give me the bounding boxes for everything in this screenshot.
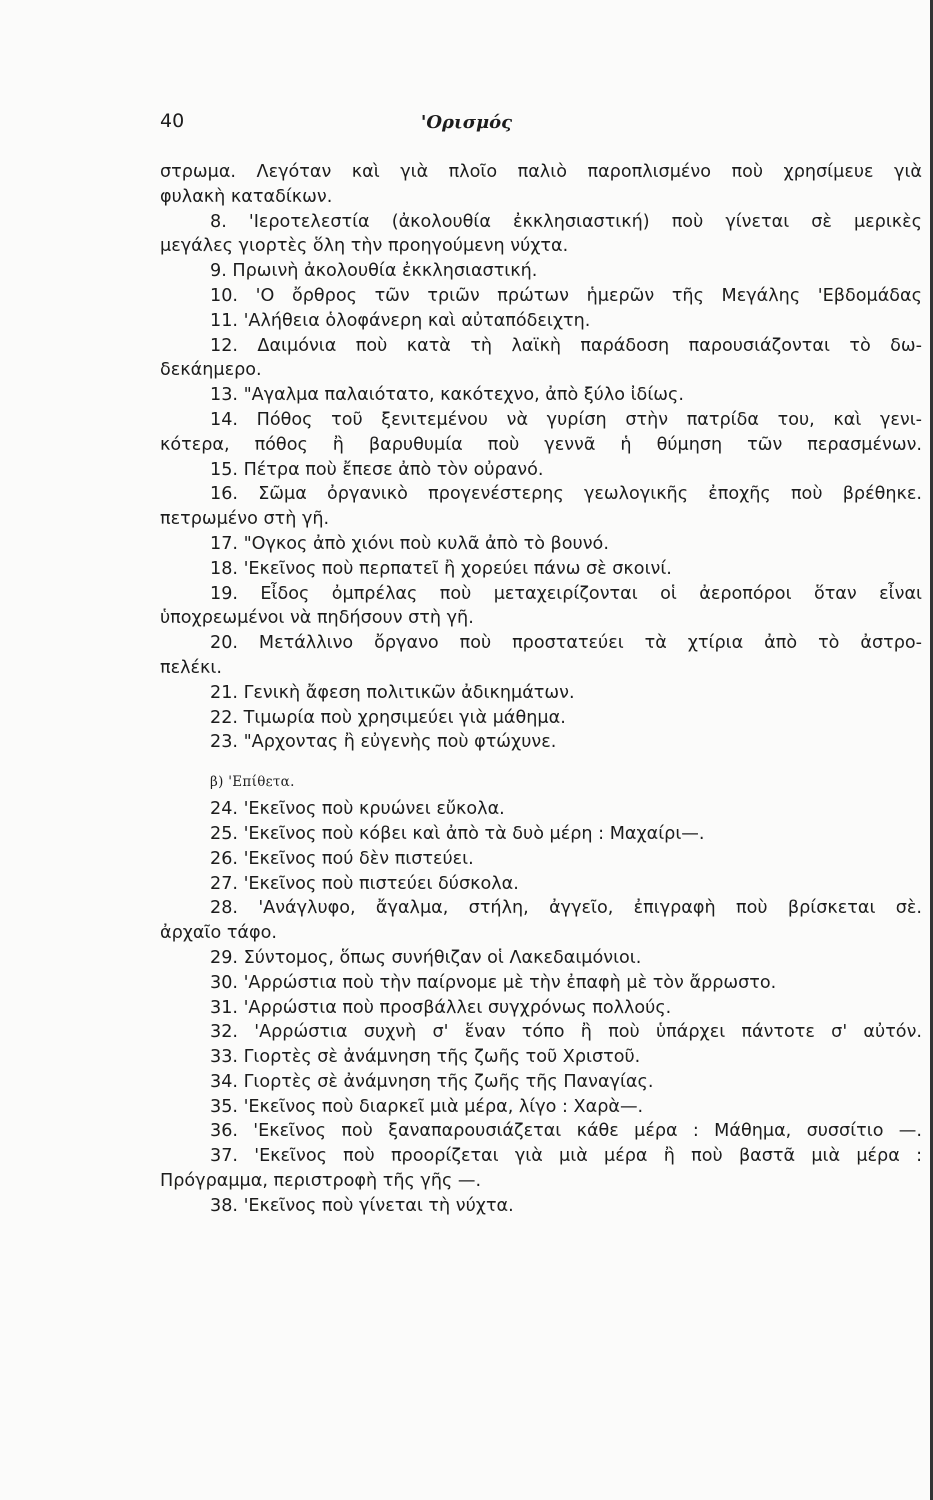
text-line: 33. Γιορτὲς σὲ ἀνάμνηση τῆς ζωῆς τοῦ Χριστοῦ.: [210, 1047, 641, 1068]
text-line: 38. 'Εκεῖνος ποὺ γίνεται τὴ νύχτα.: [210, 1195, 514, 1216]
text-line: 18. 'Εκεῖνος ποὺ περπατεῖ ἢ χορεύει πάνω σὲ σκοινί.: [210, 558, 672, 579]
text-line: πελέκι.: [160, 657, 222, 678]
text-line: δεκάημερο.: [160, 360, 262, 381]
text-line: 36. 'Εκεῖνος ποὺ ξαναπαρουσιάζεται κάθε μέρα : Μάθημα, συσσίτιο —.: [210, 1121, 922, 1142]
text-line: 21. Γενικὴ ἄφεση πολιτικῶν ἀδικημάτων.: [210, 682, 575, 703]
text-line: 12. Δαιμόνια ποὺ κατὰ τὴ λαϊκὴ παράδοση παρουσιάζονται τὸ δω-: [210, 335, 922, 356]
text-line: Πρόγραμμα, περιστροφὴ τῆς γῆς —.: [160, 1171, 482, 1192]
text-line: 14. Πόθος τοῦ ξενιτεμένου νὰ γυρίση στὴν πατρίδα του, καὶ γενι-: [210, 409, 922, 430]
section-subheading: β) 'Επίθετα.: [210, 774, 295, 791]
text-line: 35. 'Εκεῖνος ποὺ διαρκεῖ μιὰ μέρα, λίγο : Χαρὰ—.: [210, 1096, 644, 1117]
definitions-list-nouns: [160, 160, 922, 755]
text-line: 29. Σύντομος, ὅπως συνήθιζαν οἱ Λακεδαιμόνιοι.: [210, 947, 642, 968]
text-line: 31. 'Αρρώστια ποὺ προσβάλλει συγχρόνως πολλούς.: [210, 997, 672, 1018]
text-line: μεγάλες γιορτὲς ὅλη τὴν προηγούμενη νύχτα.: [160, 236, 569, 257]
text-line: 16. Σῶμα ὀργανικὸ προγενέστερης γεωλογικῆς ἐποχῆς ποὺ βρέθηκε.: [210, 484, 922, 505]
text-line: 20. Μετάλλινο ὄργανο ποὺ προστατεύει τὰ χτίρια ἀπὸ τὸ ἀστρο-: [210, 633, 922, 654]
text-line: 19. Εἶδος ὀμπρέλας ποὺ μεταχειρίζονται οἱ ἀεροπόροι ὅταν εἶναι: [210, 583, 922, 604]
text-line: 9. Πρωινὴ ἀκολουθία ἐκκλησιαστική.: [210, 261, 538, 282]
definitions-list-adjectives: [160, 797, 922, 1219]
running-title: 'Ορισμός: [420, 112, 513, 133]
text-line: 23. "Αρχοντας ἢ εὐγενὴς ποὺ φτώχυνε.: [210, 732, 557, 753]
text-line: 10. 'Ο ὄρθρος τῶν τριῶν πρώτων ἡμερῶν τῆς Μεγάλης 'Εβδομάδας: [210, 285, 922, 306]
text-line: 27. 'Εκεῖνος ποὺ πιστεύει δύσκολα.: [210, 873, 519, 894]
text-line: 8. 'Ιεροτελεστία (ἀκολουθία ἐκκλησιαστική) ποὺ γίνεται σὲ μερικὲς: [210, 211, 922, 232]
text-line: πετρωμένο στὴ γῆ.: [160, 509, 330, 530]
text-line: 34. Γιορτὲς σὲ ἀνάμνηση τῆς ζωῆς τῆς Παναγίας.: [210, 1071, 654, 1092]
text-line: 22. Τιμωρία ποὺ χρησιμεύει γιὰ μάθημα.: [210, 707, 566, 728]
text-line: 32. 'Αρρώστια συχνὴ σ' ἕναν τόπο ἢ ποὺ ὑπάρχει πάντοτε σ' αὐτόν.: [210, 1022, 922, 1043]
text-line: 25. 'Εκεῖνος ποὺ κόβει καὶ ἀπὸ τὰ δυὸ μέρη : Μαχαίρι—.: [210, 823, 705, 844]
text-line: 24. 'Εκεῖνος ποὺ κρυώνει εὔκολα.: [210, 799, 505, 820]
text-line: στρωμα. Λεγόταν καὶ γιὰ πλοῖο παλιὸ παροπλισμένο ποὺ χρησίμευε γιὰ: [160, 162, 922, 182]
body-text: [160, 160, 922, 1219]
page-number: 40: [160, 110, 185, 132]
text-line: 30. 'Αρρώστια ποὺ τὴν παίρνομε μὲ τὴν ἐπαφὴ μὲ τὸν ἄρρωστο.: [210, 972, 777, 993]
text-line: 37. 'Εκεῖνος ποὺ προορίζεται γιὰ μιὰ μέρα ἢ ποὺ βαστᾶ μιὰ μέρα :: [210, 1146, 922, 1167]
text-line: κότερα, πόθος ἢ βαρυθυμία ποὺ γεννᾶ ἡ θύμηση τῶν περασμένων.: [160, 434, 922, 455]
text-line: φυλακὴ καταδίκων.: [160, 186, 333, 207]
text-line: 28. 'Ανάγλυφο, ἄγαλμα, στήλη, ἀγγεῖο, ἐπιγραφὴ ποὺ βρίσκεται σὲ.: [210, 898, 922, 919]
text-line: ἀρχαῖο τάφο.: [160, 923, 277, 944]
text-line: ὑποχρεωμένοι νὰ πηδήσουν στὴ γῆ.: [160, 608, 474, 629]
text-line: 26. 'Εκεῖνος πού δὲν πιστεύει.: [210, 848, 474, 869]
text-line: 17. "Ογκος ἀπὸ χιόνι ποὺ κυλᾶ ἀπὸ τὸ βουνό.: [210, 533, 609, 554]
text-line: 13. "Αγαλμα παλαιότατο, κακότεχνο, ἀπὸ ξύλο ἰδίως.: [210, 385, 684, 406]
text-line: 15. Πέτρα ποὺ ἔπεσε ἀπὸ τὸν οὐρανό.: [210, 459, 544, 480]
text-line: 11. 'Αλήθεια ὁλοφάνερη καὶ αὐταπόδειχτη.: [210, 310, 591, 331]
